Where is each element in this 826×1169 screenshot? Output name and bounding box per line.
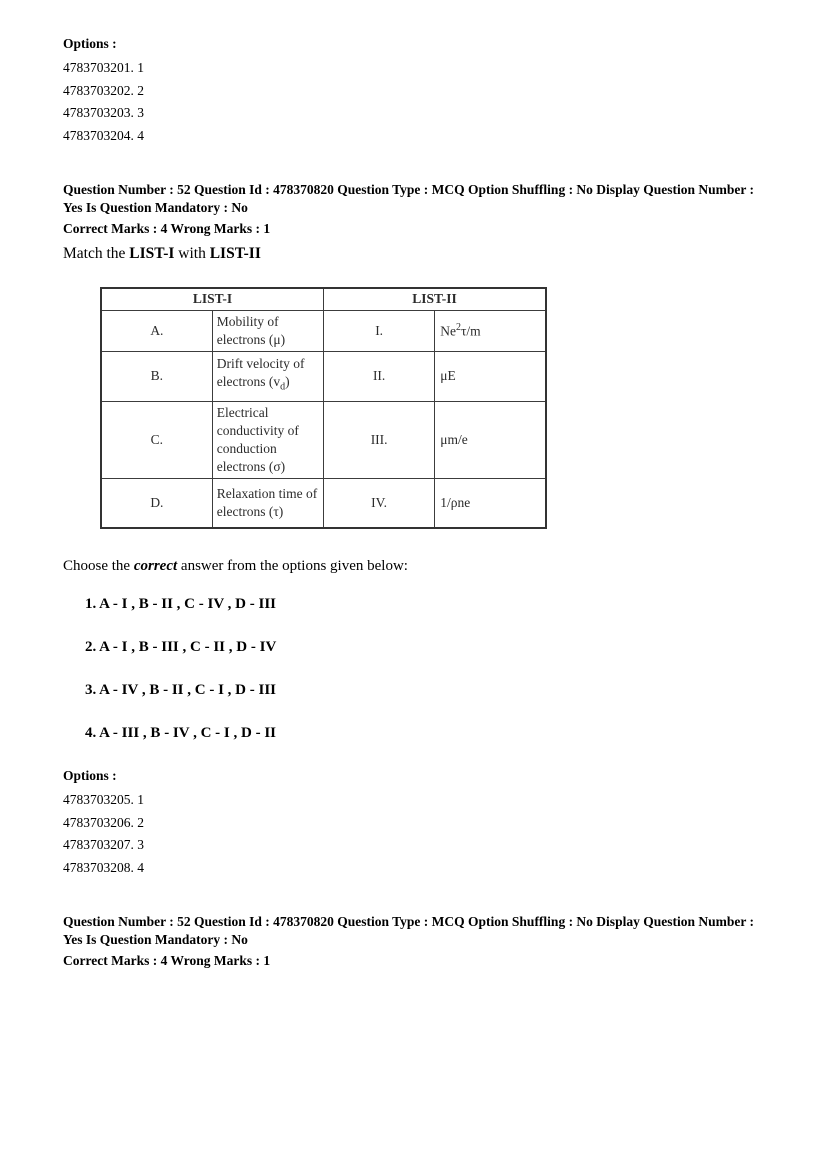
question-meta: Question Number : 52 Question Id : 478370820 Question Type : MCQ Option Shuffling : No Display Question Number : Yes Is Question Mandatory : No: [63, 914, 754, 947]
list1-item: Mobility of electrons (μ): [212, 310, 323, 351]
row-numeral: IV.: [324, 478, 435, 528]
desc-part: ): [285, 374, 290, 390]
options-label: Options :: [63, 36, 117, 51]
row-letter: D.: [101, 478, 212, 528]
choose-instruction: [63, 555, 766, 577]
option-id-line: 4783703208. 4: [63, 859, 144, 875]
formula-superscript: 2: [456, 321, 461, 333]
list1-item: [212, 351, 323, 401]
list2-item: 1/ρne: [435, 478, 546, 528]
options-label: Options :: [63, 768, 117, 783]
prompt-list1: LIST-I: [129, 245, 175, 262]
prompt-list2: LIST-II: [209, 245, 261, 262]
choose-pre: Choose the: [63, 558, 134, 574]
answer-option-4: 4. A - III , B - IV , C - I , D - II: [85, 725, 277, 741]
list2-item: [435, 310, 546, 351]
question-meta-block: [63, 181, 763, 237]
desc-part: Drift velocity of electrons (v: [216, 356, 305, 390]
marks-line: Correct Marks : 4 Wrong Marks : 1: [63, 953, 271, 968]
match-list-table: [100, 287, 547, 529]
row-letter: A.: [101, 310, 212, 351]
answer-options-list: [63, 594, 766, 744]
formula-part: τ/m: [461, 323, 481, 339]
desc-subscript: d: [280, 381, 286, 393]
choose-post: answer from the options given below:: [177, 558, 408, 574]
row-numeral: III.: [324, 401, 435, 478]
table-row-a: [101, 310, 546, 351]
question-text: [63, 243, 766, 265]
list2-header: LIST-II: [324, 288, 547, 310]
option-id-line: 4783703206. 2: [63, 814, 144, 830]
option-id-line: 4783703205. 1: [63, 792, 144, 807]
answer-option-2: 2. A - I , B - III , C - II , D - IV: [85, 639, 277, 655]
row-letter: C.: [101, 401, 212, 478]
row-letter: B.: [101, 351, 212, 401]
table-row-b: [101, 351, 546, 401]
option-id-line: 4783703202. 2: [63, 82, 144, 98]
prompt-pre: Match the: [63, 245, 130, 262]
marks-line: Correct Marks : 4 Wrong Marks : 1: [63, 221, 271, 236]
answer-option-1: 1. A - I , B - II , C - IV , D - III: [85, 596, 277, 612]
list1-item: Electrical conductivity of conduction electrons (σ): [212, 401, 323, 478]
table-header-row: [101, 288, 546, 310]
formula-part: Ne: [440, 323, 456, 339]
option-id-line: 4783703204. 4: [63, 127, 144, 143]
prompt-mid: with: [174, 245, 210, 262]
table-row-c: [101, 401, 546, 478]
list2-item: μE: [435, 351, 546, 401]
row-numeral: I.: [324, 310, 435, 351]
row-numeral: II.: [324, 351, 435, 401]
list2-item: μm/e: [435, 401, 546, 478]
answer-option-3: 3. A - IV , B - II , C - I , D - III: [85, 682, 277, 698]
list1-header: LIST-I: [101, 288, 324, 310]
option-id-line: 4783703207. 3: [63, 837, 144, 852]
choose-correct-emphasis: correct: [133, 558, 178, 574]
table-row-d: [101, 478, 546, 528]
option-id-line: 4783703201. 1: [63, 60, 144, 75]
option-id-line: 4783703203. 3: [63, 105, 144, 120]
question-meta: Question Number : 52 Question Id : 478370820 Question Type : MCQ Option Shuffling : No Display Question Number : Yes Is Question Mandatory : No: [63, 182, 754, 215]
list1-item: Relaxation time of electrons (τ): [212, 478, 323, 528]
next-question-meta-block: [63, 913, 763, 969]
